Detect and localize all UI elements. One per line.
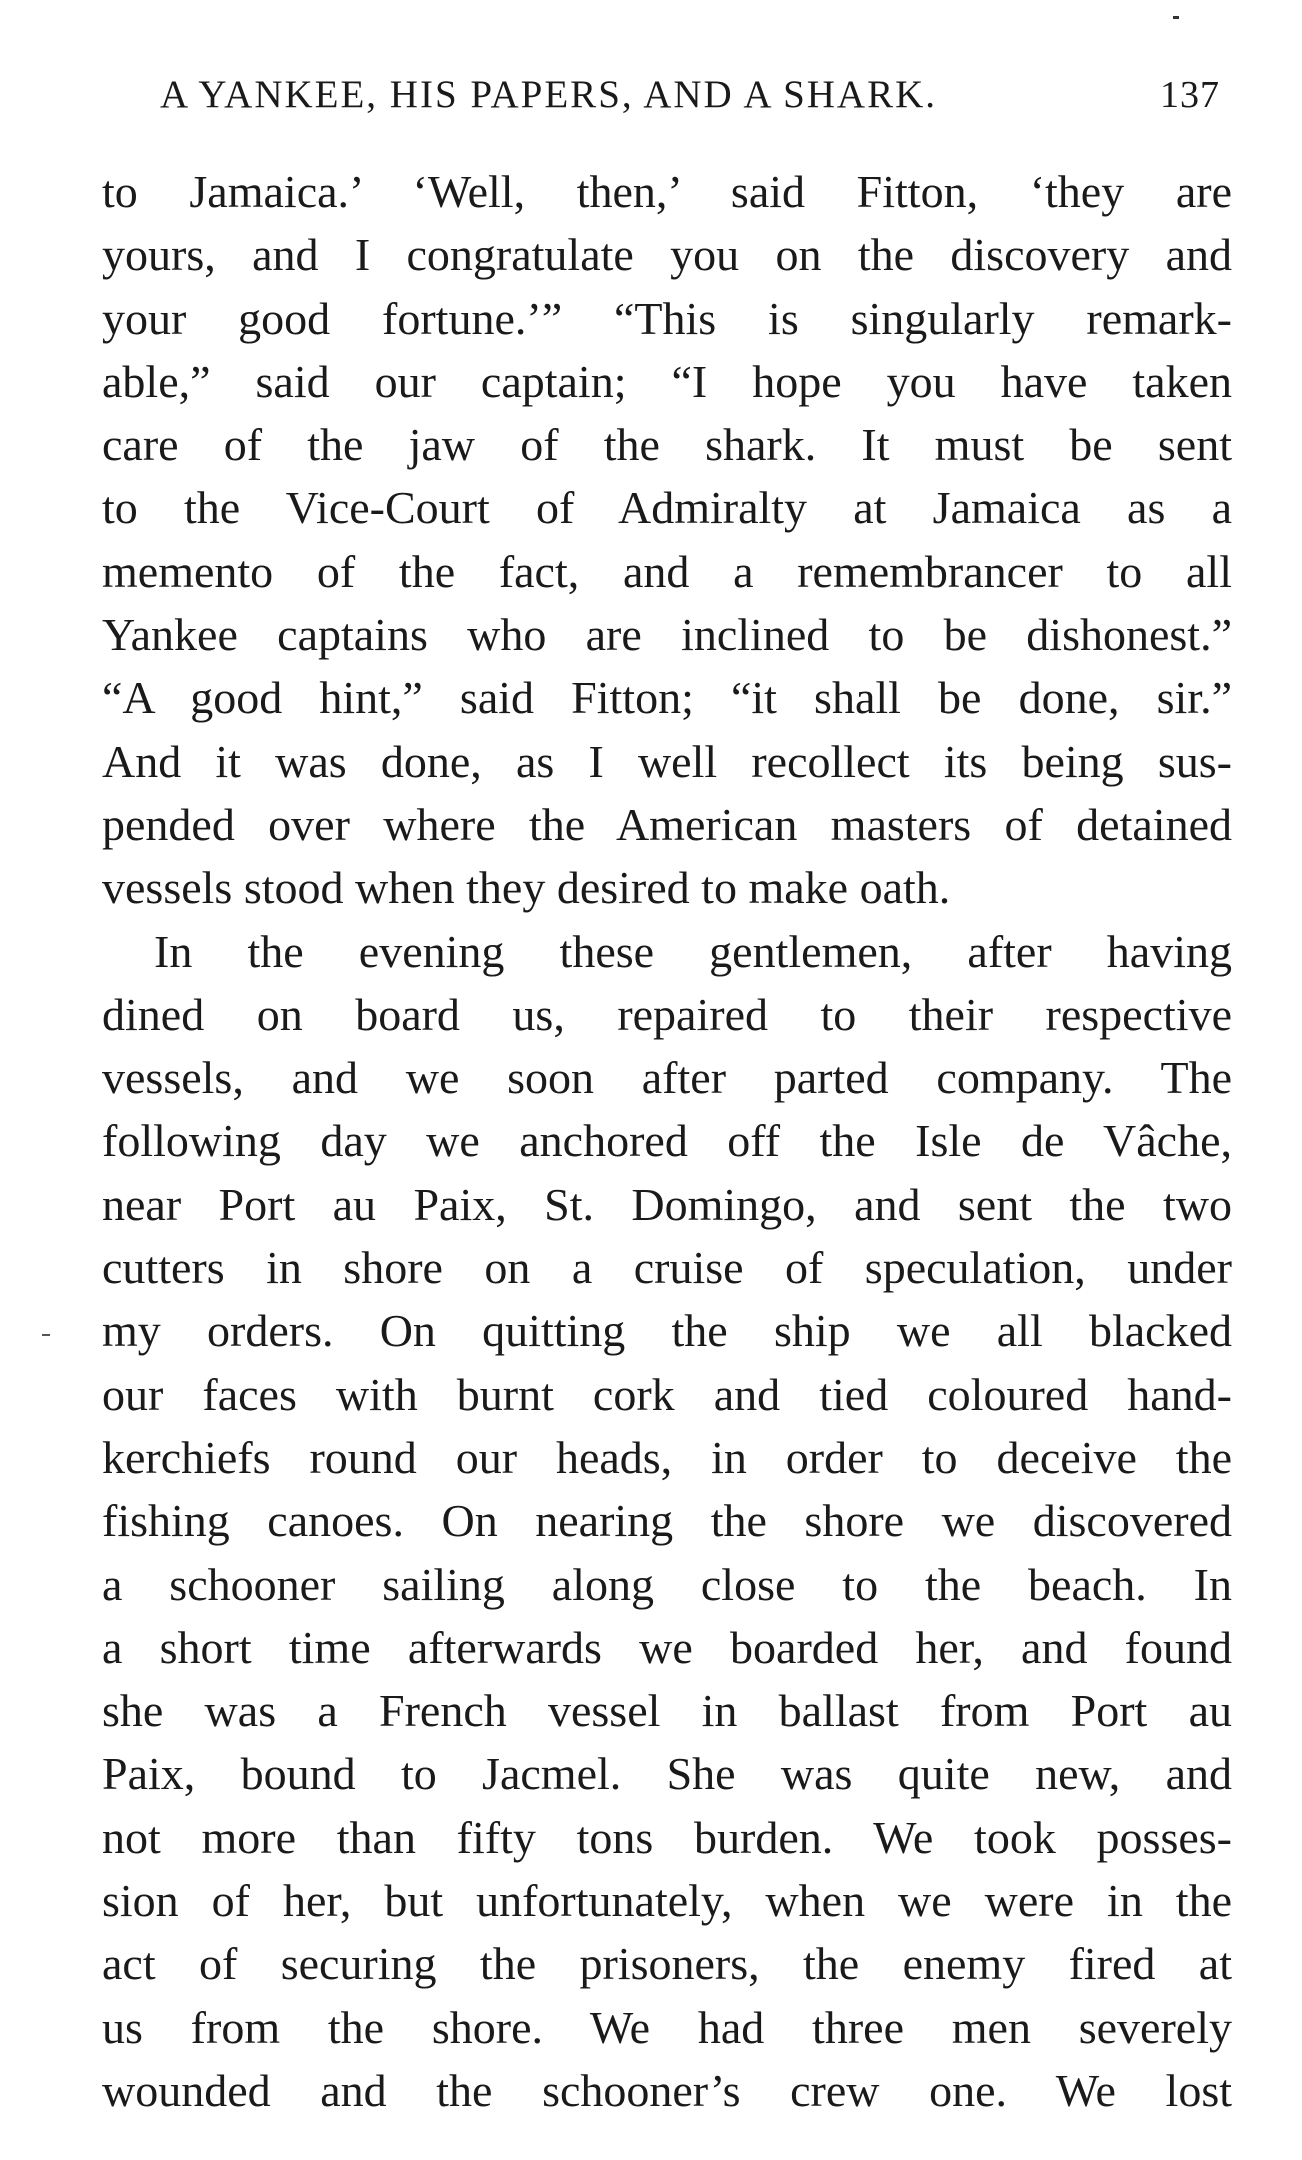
- text-line: dined on board us, repaired to their respective: [102, 988, 1232, 1040]
- text-line: pended over where the American masters of detained: [102, 798, 1232, 850]
- text-line: cutters in shore on a cruise of speculation, under: [102, 1242, 1232, 1294]
- text-line: vessels stood when they desired to make oath.: [102, 862, 951, 914]
- text-line: Yankee captains who are inclined to be dishonest.”: [102, 609, 1232, 661]
- text-line: us from the shore. We had three men severely: [102, 2001, 1232, 2053]
- page-number: 137: [1160, 74, 1220, 116]
- body-text: [102, 160, 1232, 2122]
- text-line: she was a French vessel in ballast from Port au: [102, 1685, 1232, 1737]
- paragraph-1: [102, 160, 1232, 920]
- running-title: A YANKEE, HIS PAPERS, AND A SHARK.: [160, 73, 938, 116]
- text-line: able,” said our captain; “I hope you have taken: [102, 355, 1232, 407]
- text-line: my orders. On quitting the ship we all blacked: [102, 1305, 1232, 1357]
- text-line: sion of her, but unfortunately, when we were in the: [102, 1875, 1232, 1927]
- text-line: vessels, and we soon after parted company. The: [102, 1052, 1232, 1104]
- text-line: memento of the fact, and a remembrancer to all: [102, 545, 1232, 597]
- text-line: near Port au Paix, St. Domingo, and sent the two: [102, 1178, 1232, 1230]
- text-line: And it was done, as I well recollect its being sus-: [102, 735, 1232, 787]
- text-line: act of securing the prisoners, the enemy fired at: [102, 1938, 1232, 1990]
- page-header: [160, 72, 1220, 132]
- text-line: Paix, bound to Jacmel. She was quite new, and: [102, 1748, 1232, 1800]
- text-line: In the evening these gentlemen, after having: [154, 925, 1232, 977]
- text-line: to the Vice-Court of Admiralty at Jamaica as a: [102, 482, 1232, 534]
- text-line: a short time afterwards we boarded her, and found: [102, 1621, 1232, 1673]
- text-line: care of the jaw of the shark. It must be sent: [102, 419, 1232, 471]
- text-line: a schooner sailing along close to the beach. In: [102, 1558, 1232, 1610]
- margin-mark: [42, 1334, 50, 1336]
- text-line: not more than fifty tons burden. We took posses-: [102, 1811, 1232, 1863]
- text-line: your good fortune.’” “This is singularly remark-: [102, 292, 1232, 344]
- text-line: following day we anchored off the Isle de Vâche,: [102, 1115, 1232, 1167]
- text-line: to Jamaica.’ ‘Well, then,’ said Fitton, ‘they are: [102, 166, 1232, 217]
- text-line: wounded and the schooner’s crew one. We lost: [102, 2064, 1232, 2116]
- text-line: our faces with burnt cork and tied coloured hand-: [102, 1368, 1232, 1420]
- text-line: “A good hint,” said Fitton; “it shall be done, sir.”: [102, 672, 1232, 724]
- text-line: fishing canoes. On nearing the shore we discovered: [102, 1495, 1232, 1547]
- print-speck: [1173, 16, 1179, 19]
- text-line: yours, and I congratulate you on the discovery and: [102, 229, 1232, 281]
- paragraph-2: [102, 920, 1232, 2123]
- text-line: kerchiefs round our heads, in order to deceive the: [102, 1431, 1232, 1483]
